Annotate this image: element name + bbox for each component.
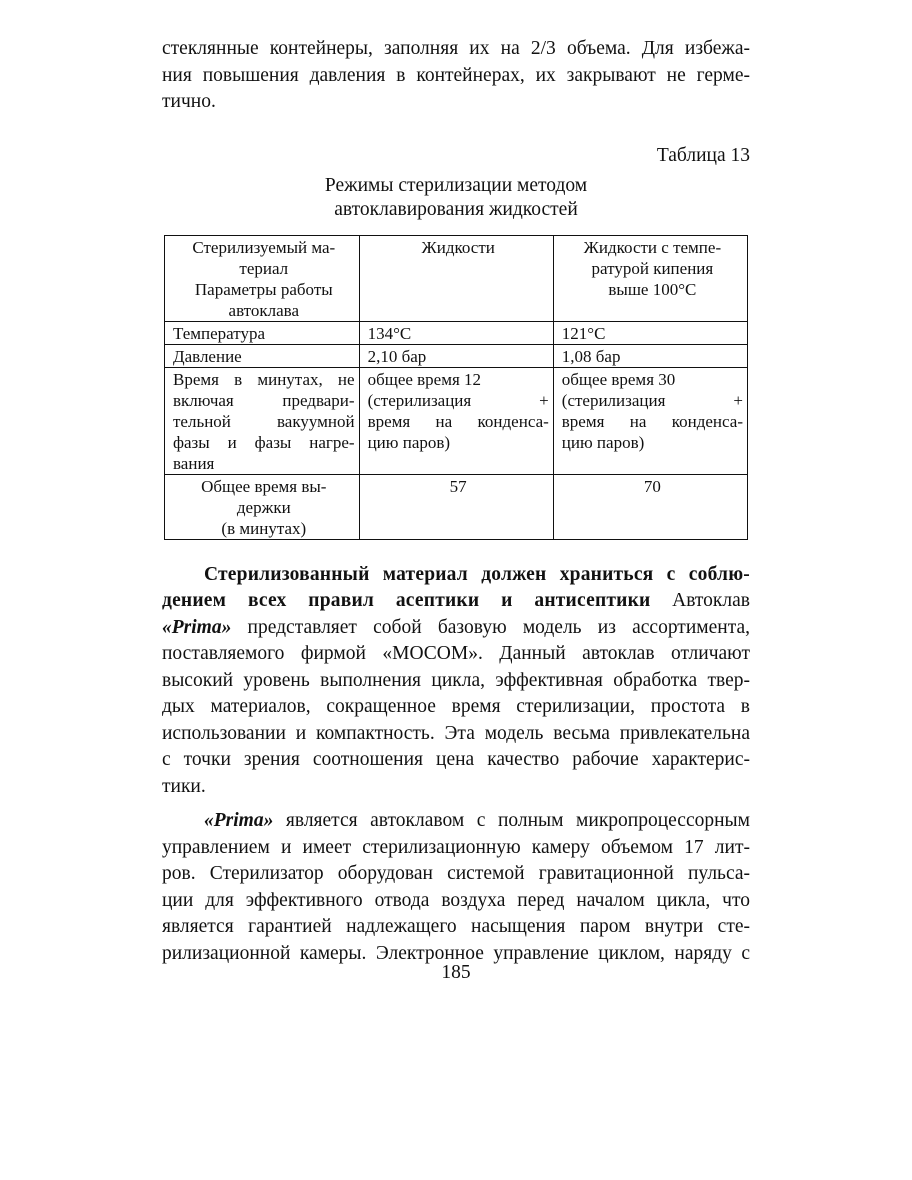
paragraph-line: использовании и компактность. Эта модель весьма привлекательна (162, 722, 750, 744)
table-row (165, 344, 748, 367)
paragraph-line (162, 562, 750, 589)
value-cell: 121°С (553, 321, 747, 344)
paragraph-line: ров. Стерилизатор оборудован системой гравитационной пульса- (162, 863, 750, 884)
cell-line: цию паров) (367, 432, 451, 452)
paragraph-line: с точки зрения соотношения цена качество рабочие характерис- (162, 749, 750, 770)
cell-line: фазы и фазы нагре- (173, 432, 355, 452)
table-row (165, 474, 748, 539)
sterilization-modes-table (164, 235, 748, 540)
cell-line: время на конденса- (561, 411, 743, 431)
header-line: автоклава (228, 300, 300, 320)
cell-line: время на конденса- (367, 411, 549, 431)
paragraph-line (162, 588, 750, 615)
param-cell (165, 367, 360, 474)
param-cell: Температура (165, 321, 360, 344)
cell-line: Общее время вы- (201, 476, 327, 496)
paragraph-line: высокий уровень выполнения цикла, эффективная обработка твер- (162, 669, 750, 691)
table-title-line: автоклавирования жидкостей (334, 198, 578, 220)
param-cell (165, 474, 360, 539)
table-row (165, 321, 748, 344)
cell-line: (в минутах) (221, 518, 307, 538)
inline-text: Автоклав (650, 590, 750, 611)
paragraph-line: является гарантией надлежащего насыщения паром внутри сте- (162, 916, 750, 937)
cell-line: держки (236, 497, 291, 517)
param-cell: Давление (165, 344, 360, 367)
header-line: Жидкости с темпе- (583, 237, 722, 257)
table-title-line: Режимы стерилизации методом (324, 174, 588, 196)
cell-line: тельной вакуумной (173, 411, 355, 431)
page-number: 185 (441, 962, 471, 983)
value-cell: 57 (359, 474, 553, 539)
value-cell (553, 367, 747, 474)
cell-line: цию паров) (561, 432, 645, 452)
paragraph-line: управлением и имеет стерилизационную камеру объемом 17 лит- (162, 836, 750, 858)
cell-line: вания (173, 453, 215, 473)
value-cell: 2,10 бар (359, 344, 553, 367)
value-cell (359, 367, 553, 474)
intro-line: стеклянные контейнеры, заполняя их на 2/3 объема. Для избежа- (162, 38, 750, 59)
header-cell-liquids-high (553, 235, 747, 321)
table-row (165, 367, 748, 474)
cell-line: общее время 12 (367, 369, 482, 389)
intro-line: ния повышения давления в контейнерах, их закрывают не герме- (162, 64, 750, 86)
paragraph-line: поставляемого фирмой «МОСОМ». Данный автоклав отличают (162, 643, 750, 664)
table-label: Таблица 13 (656, 144, 750, 166)
cell-line: (стерилизация + (561, 390, 743, 410)
header-cell-parameters (165, 235, 360, 321)
bold-text: Стерилизованный материал должен храниться с соблю- (204, 563, 750, 585)
cell-line: общее время 30 (561, 369, 676, 389)
value-cell: 1,08 бар (553, 344, 747, 367)
value-cell: 134°С (359, 321, 553, 344)
inline-text: представляет собой базовую модель из ассортимента, (231, 616, 750, 638)
header-line: ратурой кипения (591, 258, 714, 278)
cell-line: (стерилизация + (367, 390, 549, 410)
table-header-row (165, 235, 748, 321)
prima-name: «Prima» (162, 616, 232, 638)
page-content (162, 36, 750, 967)
header-line: териал (239, 258, 289, 278)
paragraph-line (162, 808, 750, 835)
table-title (162, 174, 750, 222)
prima-name: «Prima» (204, 810, 274, 831)
cell-line: Время в минутах, не (173, 369, 355, 389)
intro-paragraph (162, 36, 750, 116)
header-cell-liquids: Жидкости (359, 235, 553, 321)
prima-description-paragraph (162, 562, 750, 801)
intro-line: тично. (162, 91, 216, 112)
paragraph-line: ции для эффективного отвода воздуха перед началом цикла, что (162, 889, 750, 911)
bold-text: дением всех правил асептики и антисептики (162, 590, 651, 611)
value-cell: 70 (553, 474, 747, 539)
paragraph-line (162, 615, 750, 642)
cell-line: включая предвари- (173, 390, 355, 410)
inline-text: является автоклавом с полным микропроцессорным (273, 810, 750, 831)
prima-features-paragraph (162, 808, 750, 967)
header-line: Параметры работы (194, 279, 333, 299)
header-line: выше 100°С (608, 279, 697, 299)
header-line: Стерилизуемый ма- (192, 237, 336, 257)
paragraph-line: дых материалов, сокращенное время стерилизации, простота в (162, 696, 750, 717)
paragraph-line: тики. (162, 775, 206, 797)
paragraph-line: рилизационной камеры. Электронное управление циклом, наряду с (162, 942, 750, 964)
